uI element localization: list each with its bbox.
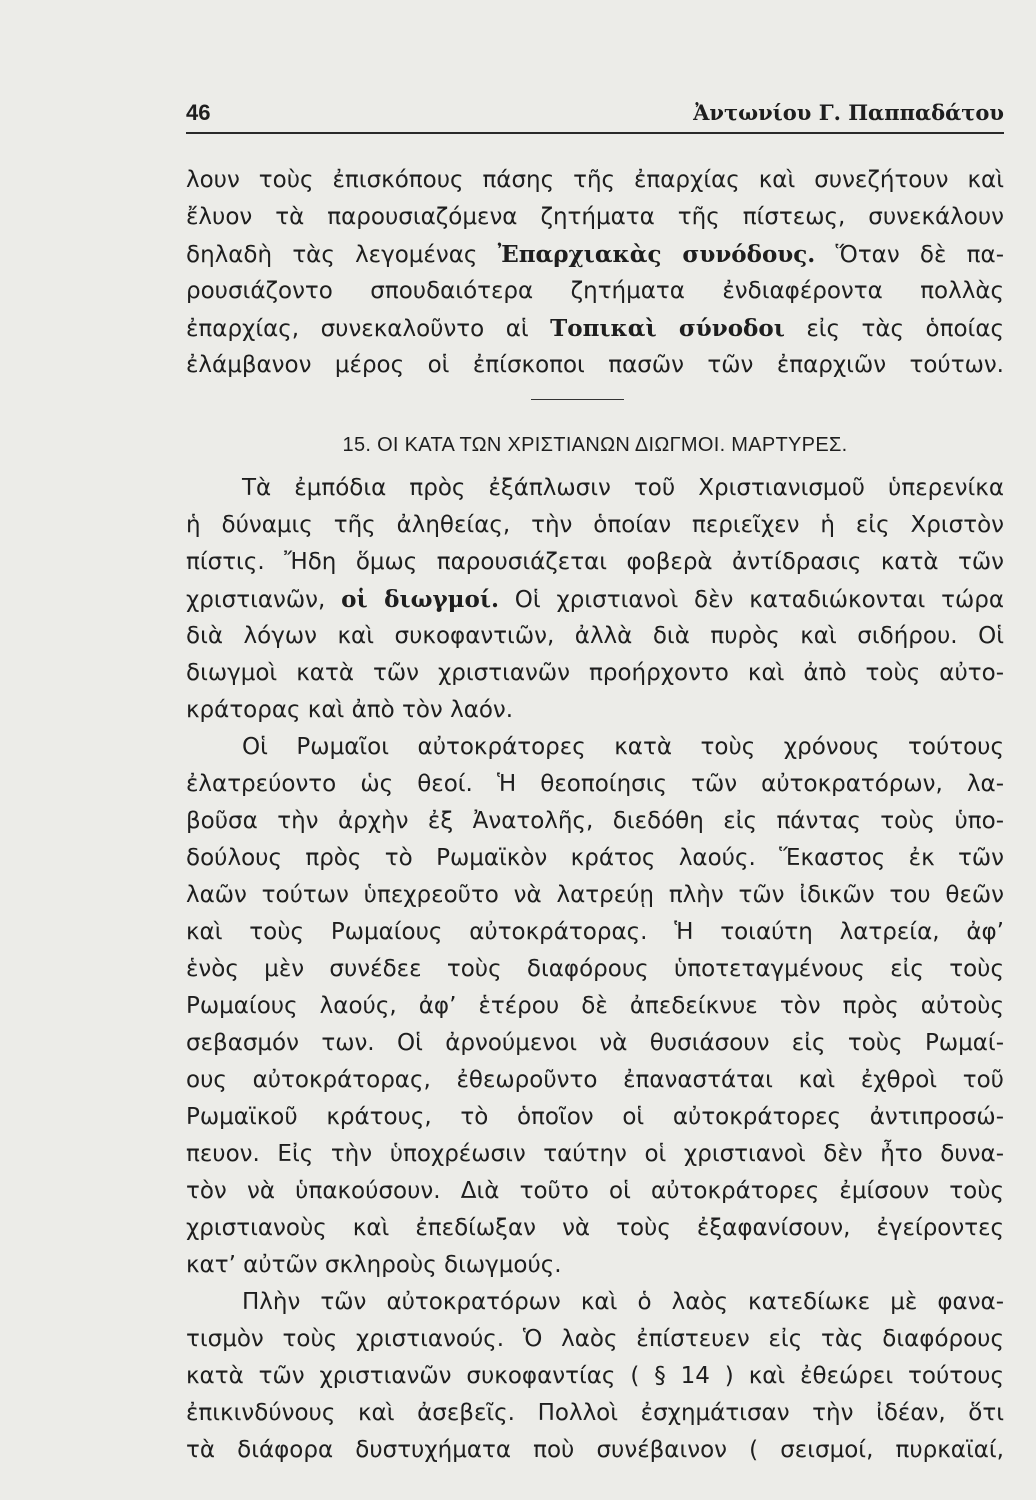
text-line	[186, 236, 1004, 273]
text-line: Πλὴν τῶν αὐτοκρατόρων καὶ ὁ λαὸς κατεδίωκε μὲ φανα-	[242, 1289, 1004, 1315]
text-line: τὰ διάφορα δυστυχήματα ποὺ συνέβαινον ( σεισμοί, πυρκαϊαί,	[186, 1437, 1004, 1463]
line-text: Ὅταν δὲ πα-	[815, 242, 1004, 268]
text-line: ἐλάμβανον μέρος οἱ ἐπίσκοποι πασῶν τῶν ἐπαρχιῶν τούτων.	[186, 352, 1004, 378]
text-line: ἐλατρεύοντο ὡς θεοί. Ἡ θεοποίησις τῶν αὐτοκρατόρων, λα-	[186, 771, 1004, 797]
section-title: 15. ΟΙ ΚΑΤΑ ΤΩΝ ΧΡΙΣΤΙΑΝΩΝ ΔΙΩΓΜΟΙ. ΜΑΡΤΥΡΕΣ.	[342, 434, 848, 456]
text-line: Ρωμαϊκοῦ κράτους, τὸ ὁποῖον οἱ αὐτοκράτορες ἀντιπροσώ-	[186, 1104, 1004, 1130]
section-body	[186, 470, 1004, 1469]
text-line: χριστιανοὺς καὶ ἐπεδίωξαν νὰ τοὺς ἐξαφανίσουν, ἐγείροντες	[186, 1215, 1004, 1241]
text-line: ἑνὸς μὲν συνέδεε τοὺς διαφόρους ὑποτεταγμένους εἰς τοὺς	[186, 956, 1004, 982]
text-line	[186, 310, 1004, 347]
text-line: λουν τοὺς ἐπισκόπους πάσης τῆς ἐπαρχίας καὶ συνεζήτουν καὶ	[186, 167, 1004, 193]
line-text: εἰς τὰς ὁποίας	[784, 316, 1004, 342]
text-line: καὶ τοὺς Ρωμαίους αὐτοκράτορας. Ἡ τοιαύτη λατρεία, ἀφ’	[186, 919, 1004, 945]
text-line: Ρωμαίους λαούς, ἀφ’ ἑτέρου δὲ ἀπεδείκνυε τὸν πρὸς αὐτοὺς	[186, 993, 1004, 1019]
section-divider	[531, 399, 624, 400]
page-number: 46	[186, 100, 211, 125]
text-line: ἐπικινδύνους καὶ ἀσεβεῖς. Πολλοὶ ἐσχημάτισαν τὴν ἰδέαν, ὅτι	[186, 1400, 1004, 1426]
text-line: πευον. Εἰς τὴν ὑποχρέωσιν ταύτην οἱ χριστιανοὶ δὲν ἦτο δυνα-	[186, 1141, 1004, 1167]
text-line	[186, 581, 1004, 618]
text-line: κατὰ τῶν χριστιανῶν συκοφαντίας ( § 14 ) καὶ ἐθεώρει τούτους	[186, 1363, 1004, 1389]
emphasized-term: οἱ διωγμοί.	[341, 586, 499, 613]
text-line: τὸν νὰ ὑπακούσουν. Διὰ τοῦτο οἱ αὐτοκράτορες ἐμίσουν τοὺς	[186, 1178, 1004, 1204]
page-header	[186, 98, 1004, 134]
text-line: σεβασμόν των. Οἱ ἀρνούμενοι νὰ θυσιάσουν εἰς τοὺς Ρωμαί-	[186, 1030, 1004, 1056]
emphasized-term: Ἐπαρχιακὰς συνόδους.	[497, 241, 816, 268]
text-line: κράτορας καὶ ἀπὸ τὸν λαόν.	[186, 697, 514, 723]
text-line: ἔλυον τὰ παρουσιαζόμενα ζητήματα τῆς πίστεως, συνεκάλουν	[186, 204, 1004, 230]
text-line: διὰ λόγων καὶ συκοφαντιῶν, ἀλλὰ διὰ πυρὸς καὶ σιδήρου. Οἱ	[186, 623, 1004, 649]
line-text: χριστιανῶν,	[186, 587, 342, 613]
text-line: λαῶν τούτων ὑπεχρεοῦτο νὰ λατρεύῃ πλὴν τῶν ἰδικῶν του θεῶν	[186, 882, 1004, 908]
text-line: διωγμοὶ κατὰ τῶν χριστιανῶν προήρχοντο καὶ ἀπὸ τοὺς αὐτο-	[186, 660, 1004, 686]
text-line: ρουσιάζοντο σπουδαιότερα ζητήματα ἐνδιαφέροντα πολλὰς	[186, 278, 1004, 304]
text-line: κατ’ αὐτῶν σκληροὺς διωγμούς.	[186, 1252, 562, 1278]
text-line: βοῦσα τὴν ἀρχὴν ἐξ Ἀνατολῆς, διεδόθη εἰς πάντας τοὺς ὑπο-	[186, 808, 1004, 834]
text-line: πίστις. Ἤδη ὅμως παρουσιάζεται φοβερὰ ἀντίδρασις κατὰ τῶν	[186, 549, 1004, 575]
line-text: Οἱ χριστιανοὶ δὲν καταδιώκονται τώρα	[498, 587, 1004, 613]
intro-paragraph	[186, 162, 1004, 384]
text-line: Οἱ Ρωμαῖοι αὐτοκράτορες κατὰ τοὺς χρόνους τούτους	[242, 734, 1004, 760]
text-line: τισμὸν τοὺς χριστιανούς. Ὁ λαὸς ἐπίστευεν εἰς τὰς διαφόρους	[186, 1326, 1004, 1352]
text-line: δούλους πρὸς τὸ Ρωμαϊκὸν κράτος λαούς. Ἕκαστος ἐκ τῶν	[186, 845, 1004, 871]
text-line: Τὰ ἐμπόδια πρὸς ἐξάπλωσιν τοῦ Χριστιανισμοῦ ὑπερενίκα	[242, 475, 1004, 501]
line-text: ἐπαρχίας, συνεκαλοῦντο αἱ	[186, 316, 551, 342]
line-text: δηλαδὴ τὰς λεγομένας	[186, 242, 498, 268]
text-line: ους αὐτοκράτορας, ἐθεωροῦντο ἐπαναστάται καὶ ἐχθροὶ τοῦ	[186, 1067, 1004, 1093]
emphasized-term: Τοπικαὶ σύνοδοι	[550, 315, 785, 342]
text-line: ἡ δύναμις τῆς ἀληθείας, τὴν ὁποίαν περιεῖχεν ἡ εἰς Χριστὸν	[186, 512, 1004, 538]
running-head: Ἀντωνίου Γ. Παππαδάτου	[693, 100, 1004, 125]
